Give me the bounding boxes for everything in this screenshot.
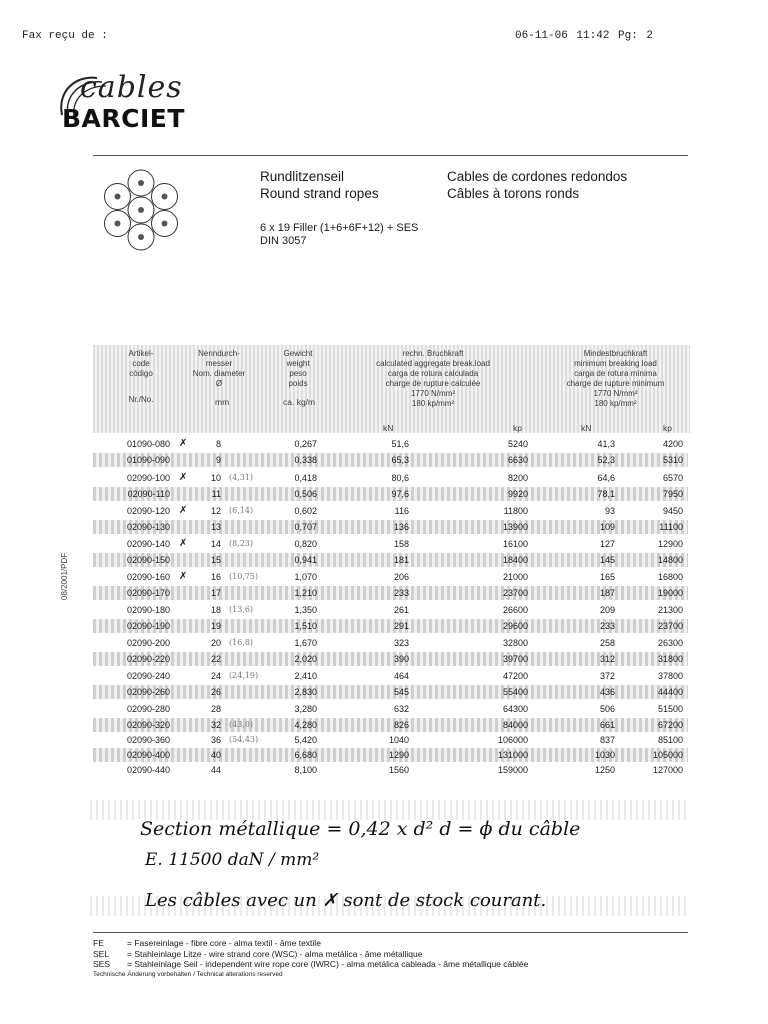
legend-item-sel: SEL = Stahleinlage Litze - wire strand core (WSC) - alma metálica - âme métallique <box>93 948 423 959</box>
table-row: 02090-170 17 1,210 233 23700 187 19000 <box>93 586 688 600</box>
document-side-label: 08/2001/PDF <box>60 552 69 600</box>
legend-item-ses: SES = Stahleinlage Seil - independent wire rope core (IWRC) - alma metálica cableada - âme métallique câblée <box>93 959 529 969</box>
table-row: 02090-400 40 6,680 1290 131000 1030 105000 <box>93 748 688 762</box>
title-en: Round strand ropes <box>260 186 379 201</box>
unit-diameter: mm <box>215 397 230 407</box>
handwritten-note-section: Section métallique = 0,42 x d² d = ϕ du câble <box>140 818 581 840</box>
abbreviation-legend <box>93 938 528 980</box>
unit-kp-min: kp <box>663 423 672 433</box>
header-diameter: Nenndurch- messer Nom. diameter Ø <box>192 349 246 388</box>
table-row: 02090-130 13 0,707 136 13900 109 11100 <box>93 520 688 534</box>
handwritten-note-stock: Les câbles avec un ✗ sont de stock courant. <box>145 890 547 911</box>
table-row: 02090-200 20 (16,8) 1,670 323 32800 258 26300 <box>126 638 683 648</box>
table-row: 02090-240 24 (24,19) 2,410 464 47200 372 37800 <box>126 671 683 681</box>
table-row: 01090-080 ✗ 8 0,267 51,6 5240 41,3 4200 <box>126 438 683 449</box>
table-row: 02090-140 ✗ 14 (8,23) 0,820 158 16100 127 12900 <box>126 538 683 549</box>
title-es: Cables de cordones redondos <box>447 169 628 184</box>
header-calculated-break: rechn. Bruchkraft calculated aggregate break.load carga de rotura calculada charge de rupture calculée 1770 N/mm² 180 kp/mm² <box>376 349 490 408</box>
unit-kn-calc: kN <box>383 423 394 433</box>
spec-standard: DIN 3057 <box>260 235 307 247</box>
table-row: 02090-120 ✗ 12 (6,14) 0,602 116 11800 93 9450 <box>126 505 683 516</box>
header-article-no: Nr./No. <box>128 395 154 404</box>
title-fr: Câbles à torons ronds <box>447 186 580 201</box>
title-es-fr <box>447 168 627 202</box>
table-row: 01090-090 9 0,338 65,3 6630 52,3 5310 <box>93 453 688 467</box>
bottom-divider <box>93 932 688 933</box>
logo-brand-text: BARCIET <box>62 104 185 133</box>
unit-weight: ca. kg/m <box>283 397 316 407</box>
table-row: 02090-260 26 2,830 545 55400 436 44400 <box>93 685 688 699</box>
table-row: 02090-320 32 (43,0) 4,280 826 84000 661 67200 <box>93 718 688 732</box>
top-divider <box>93 155 688 156</box>
table-row: 02090-190 19 1,510 291 29600 233 23700 <box>93 619 688 633</box>
legend-disclaimer: Technische Änderung vorbehalten / Technical alterations reserved <box>93 970 283 978</box>
table-row: 02090-360 36 (54,43) 5,420 1040 106000 837 85100 <box>126 735 683 745</box>
handwritten-note-modulus: E. 11500 daN / mm² <box>145 850 320 870</box>
rope-spec <box>260 222 418 248</box>
rope-cross-section-icon <box>96 165 186 255</box>
spec-construction: 6 x 19 Filler (1+6+6F+12) + SES <box>260 222 419 234</box>
title-de-en <box>260 168 379 202</box>
table-row: 02090-220 22 2,020 390 39700 312 31800 <box>93 652 688 666</box>
header-minimum-break: Mindestbruchkraft minimum breaking load carga de rotura mínima charge de rupture minimum 1770 N/mm² 180 kp/mm² <box>566 349 665 408</box>
header-article: Artikel- code código <box>128 349 154 378</box>
table-row: 02090-160 ✗ 16 (10,75) 1,070 206 21000 165 16800 <box>126 571 683 582</box>
table-row: 02090-280 28 3,280 632 64300 506 51500 <box>126 704 683 714</box>
header-weight: Gewicht weight peso poids <box>283 349 313 388</box>
company-logo <box>52 70 212 140</box>
logo-script-text: cables <box>80 70 183 105</box>
table-row: 02090-100 ✗ 10 (4,31) 0,418 80,6 8200 64,6 6570 <box>126 472 683 483</box>
table-row: 02090-440 44 8,100 1560 159000 1250 127000 <box>126 765 683 775</box>
fax-sender: Fax reçu de : <box>22 30 108 42</box>
table-row: 02090-150 15 0,941 181 18400 145 14800 <box>93 553 688 567</box>
unit-kn-min: kN <box>581 423 592 433</box>
scan-noise <box>90 800 690 820</box>
table-row: 02090-110 11 0,506 97,6 9920 78,1 7950 <box>93 487 688 501</box>
fax-timestamp: 06-11-06 11:42 Pg: 2 <box>515 30 654 42</box>
legend-item-fe: FE = Fasereinlage - fibre core - alma textil - âme textile <box>93 938 321 948</box>
table-header <box>93 345 690 433</box>
unit-kp-calc: kp <box>513 423 522 433</box>
table-row: 02090-180 18 (13,6) 1,350 261 26600 209 21300 <box>126 605 683 615</box>
title-de: Rundlitzenseil <box>260 169 345 184</box>
